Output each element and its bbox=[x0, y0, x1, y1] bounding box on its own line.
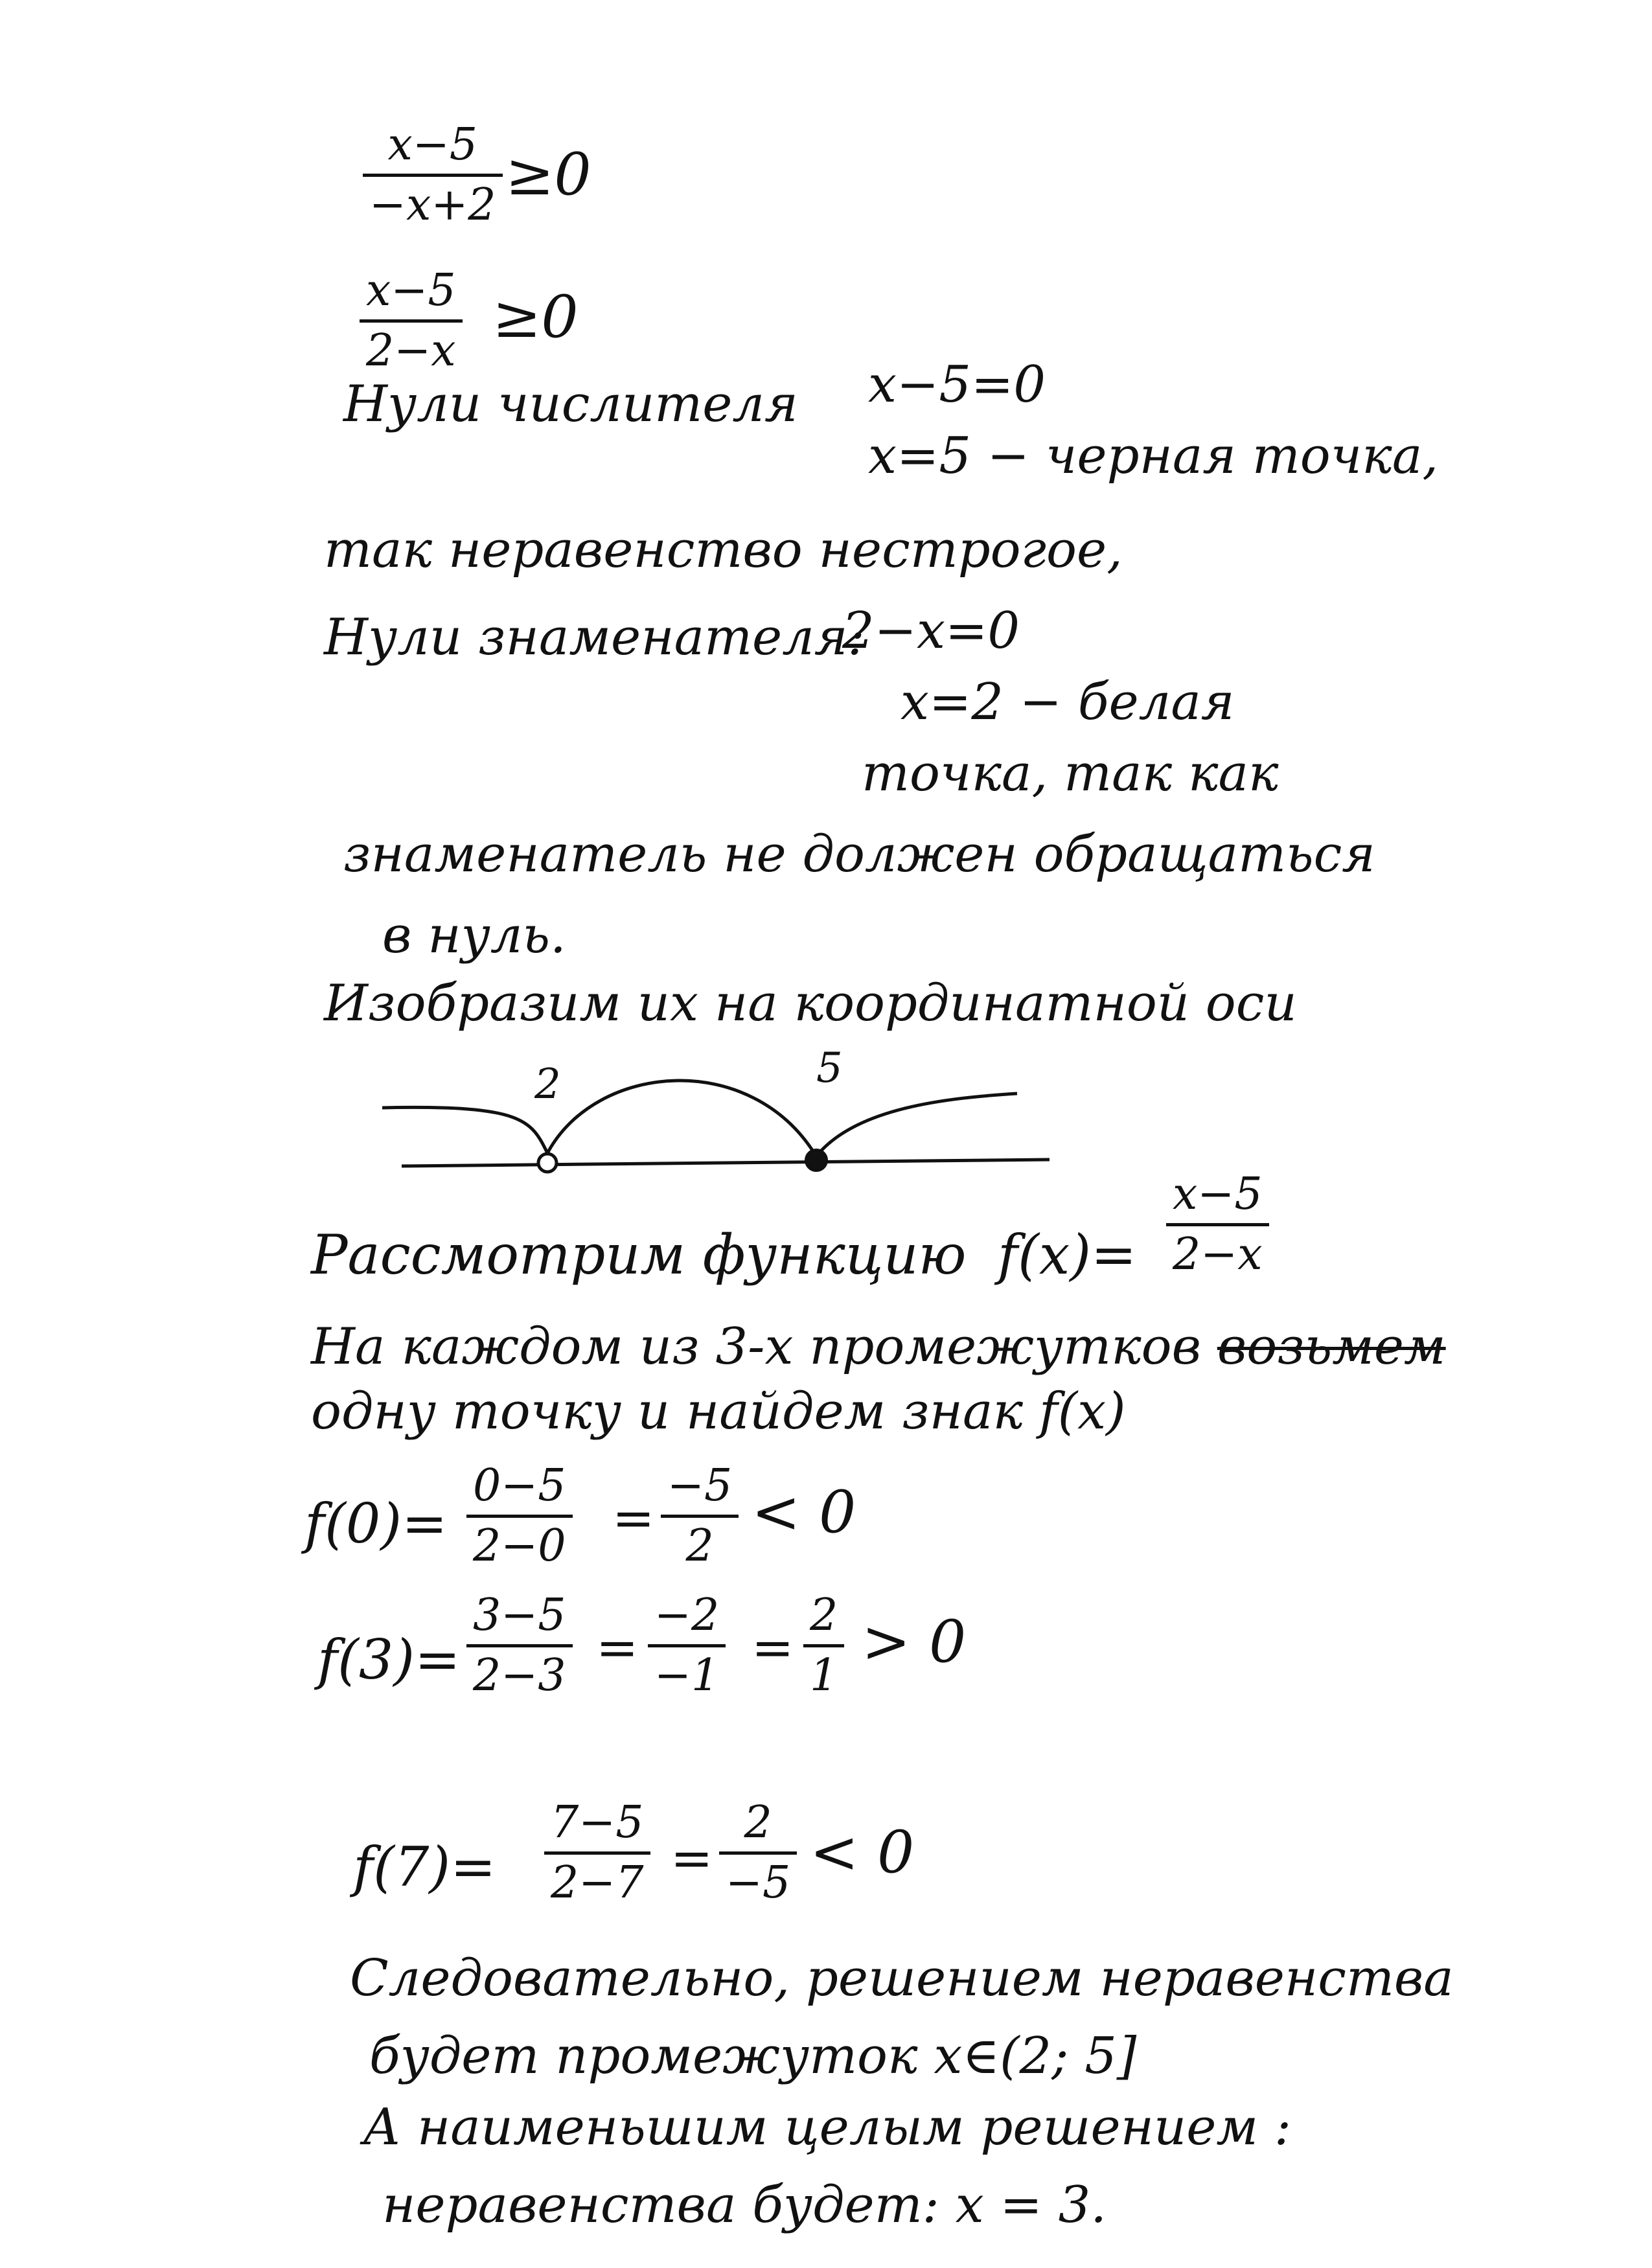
intervals-note-struck: возьмем bbox=[1217, 1318, 1446, 1376]
eval-7-frac1-den: 2−7 bbox=[551, 1857, 644, 1908]
number-line bbox=[363, 1037, 1082, 1192]
axis-line bbox=[402, 1160, 1050, 1166]
denominator-zeros-reason-1: точка, так как bbox=[862, 744, 1279, 803]
fraction-bar bbox=[544, 1851, 650, 1855]
fraction-bar bbox=[1166, 1223, 1269, 1226]
function-fraction bbox=[1166, 1169, 1269, 1280]
point-label-2: 2 bbox=[534, 1060, 561, 1108]
eval-7-frac1-num: 7−5 bbox=[551, 1797, 644, 1848]
eval-7-frac2-num: 2 bbox=[744, 1797, 772, 1848]
numerator-zeros-label: Нули числителя bbox=[343, 375, 798, 433]
eval-3-frac2-den: −1 bbox=[654, 1650, 720, 1701]
fraction-bar bbox=[466, 1515, 573, 1518]
conclusion-line-3: А наименьшим целым решением : bbox=[363, 2098, 1292, 2157]
eval-7-fraction-1 bbox=[544, 1797, 650, 1908]
rewritten-relation: ≥0 bbox=[492, 283, 579, 351]
eval-3-lhs: f(3)= bbox=[317, 1628, 461, 1691]
eval-0-frac1-den: 2−0 bbox=[473, 1520, 566, 1572]
eval-7-frac2-den: −5 bbox=[726, 1857, 791, 1908]
denominator-zeros-label: Нули знаменателя: bbox=[324, 608, 865, 667]
eval-0-frac2-num: −5 bbox=[667, 1460, 733, 1511]
eval-3-frac3-num: 2 bbox=[810, 1590, 838, 1641]
fraction-bar bbox=[363, 174, 503, 177]
function-intro: Рассмотрим функцию bbox=[311, 1223, 967, 1287]
rewritten-fraction bbox=[360, 265, 463, 376]
denominator-zeros-reason-3: в нуль. bbox=[382, 906, 566, 965]
eval-3-fraction-2 bbox=[648, 1590, 726, 1701]
eval-0-fraction-2 bbox=[661, 1460, 739, 1572]
original-numerator: x−5 bbox=[387, 119, 478, 170]
open-point-2 bbox=[538, 1154, 556, 1172]
sign-arc-left bbox=[382, 1107, 547, 1153]
rewritten-numerator: x−5 bbox=[366, 265, 456, 316]
eval-7-equals: = bbox=[671, 1829, 713, 1888]
rewritten-denominator: 2−x bbox=[366, 325, 456, 376]
denominator-zeros-equation: 2−x=0 bbox=[842, 602, 1020, 660]
function-name: f(x)= bbox=[998, 1223, 1137, 1287]
sign-arc-right bbox=[816, 1094, 1017, 1156]
eval-3-frac1-num: 3−5 bbox=[473, 1590, 566, 1641]
sign-arc-middle bbox=[547, 1081, 816, 1156]
eval-7-fraction-2 bbox=[719, 1797, 797, 1908]
eval-3-equals-2: = bbox=[751, 1619, 794, 1677]
fraction-bar bbox=[648, 1644, 726, 1647]
numerator-zeros-reason: так неравенство нестрогое, bbox=[324, 521, 1123, 579]
eval-3-fraction-1 bbox=[466, 1590, 573, 1701]
numerator-zeros-solution: x=5 − черная точка, bbox=[868, 427, 1439, 485]
eval-3-fraction-3 bbox=[803, 1590, 844, 1701]
eval-3-frac2-num: −2 bbox=[654, 1590, 720, 1641]
fraction-bar bbox=[661, 1515, 739, 1518]
conclusion-line-2: будет промежуток x∈(2; 5] bbox=[369, 2027, 1137, 2085]
conclusion-line-1: Следовательно, решением неравенства bbox=[350, 1949, 1454, 2008]
denominator-zeros-reason-2: знаменатель не должен обращаться bbox=[343, 825, 1375, 884]
eval-3-frac1-den: 2−3 bbox=[473, 1650, 566, 1701]
point-label-5: 5 bbox=[816, 1044, 843, 1092]
eval-0-lhs: f(0)= bbox=[304, 1492, 448, 1555]
original-denominator: −x+2 bbox=[369, 179, 496, 231]
denominator-zeros-solution: x=2 − белая bbox=[901, 673, 1235, 731]
eval-3-equals-1: = bbox=[596, 1619, 639, 1677]
function-numerator: x−5 bbox=[1173, 1169, 1263, 1220]
eval-7-result: < 0 bbox=[810, 1818, 915, 1886]
conclusion-line-4: неравенства будет: x = 3. bbox=[382, 2176, 1107, 2234]
original-fraction bbox=[363, 119, 503, 231]
numerator-zeros-equation: x−5=0 bbox=[868, 356, 1046, 414]
fraction-bar bbox=[803, 1644, 844, 1647]
fraction-bar bbox=[466, 1644, 573, 1647]
function-denominator: 2−x bbox=[1173, 1229, 1263, 1280]
eval-0-equals: = bbox=[612, 1489, 655, 1548]
original-relation: ≥0 bbox=[505, 141, 591, 209]
axis-intro: Изобразим их на координатной оси bbox=[324, 974, 1297, 1033]
eval-3-frac3-den: 1 bbox=[810, 1650, 838, 1701]
intervals-note-text: На каждом из 3-х промежутков bbox=[311, 1318, 1202, 1376]
filled-point-5 bbox=[806, 1150, 827, 1171]
eval-7-lhs: f(7)= bbox=[353, 1835, 496, 1899]
eval-0-fraction-1 bbox=[466, 1460, 573, 1572]
fraction-bar bbox=[360, 319, 463, 323]
eval-0-frac1-num: 0−5 bbox=[473, 1460, 566, 1511]
intervals-note-line2: одну точку и найдем знак f(x) bbox=[311, 1382, 1126, 1441]
eval-3-result: > 0 bbox=[862, 1608, 967, 1676]
intervals-note-line1 bbox=[311, 1318, 1446, 1376]
eval-0-frac2-den: 2 bbox=[685, 1520, 714, 1572]
fraction-bar bbox=[719, 1851, 797, 1855]
eval-0-result: < 0 bbox=[751, 1478, 856, 1546]
